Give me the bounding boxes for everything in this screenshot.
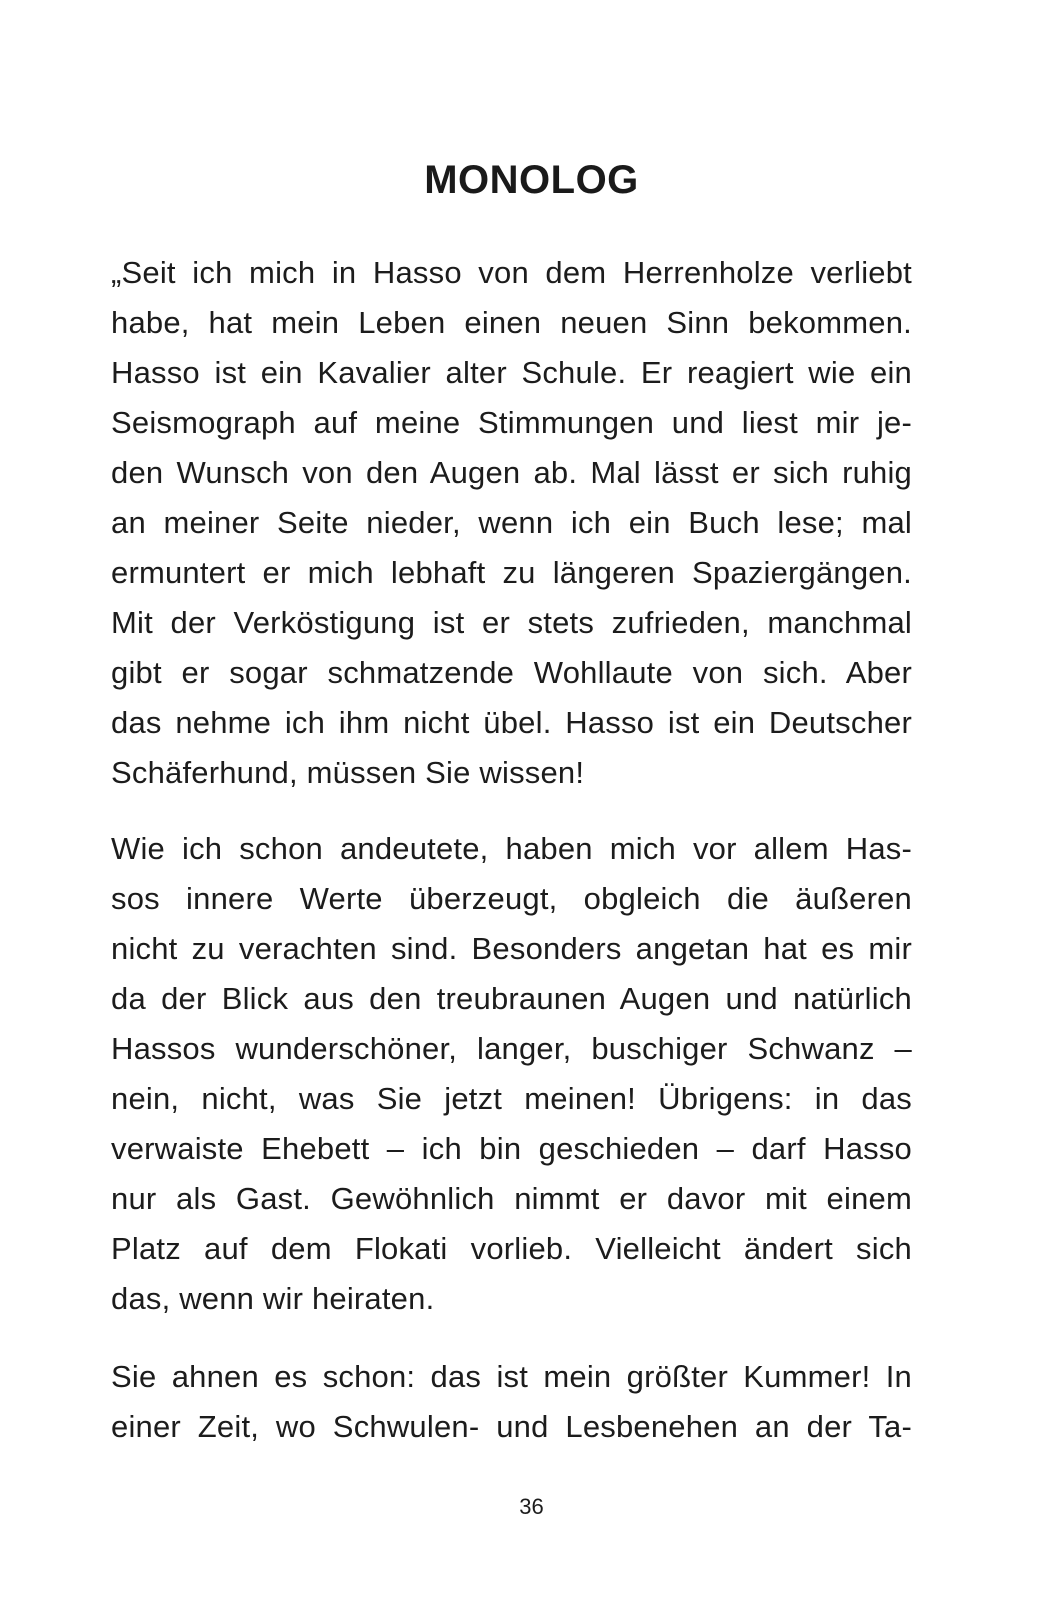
text-line: ermuntert er mich lebhaft zu längeren Spaziergängen. <box>111 555 912 590</box>
chapter-heading: MONOLOG <box>424 158 639 202</box>
text-line: Hasso ist ein Kavalier alter Schule. Er reagiert wie ein <box>111 355 912 390</box>
text-line: sos innere Werte überzeugt, obgleich die äußeren <box>111 881 912 916</box>
text-line: da der Blick aus den treubraunen Augen und natürlich <box>111 981 912 1016</box>
text-line: Platz auf dem Flokati vorlieb. Vielleicht ändert sich <box>111 1231 912 1266</box>
text-line: das nehme ich ihm nicht übel. Hasso ist ein Deutscher <box>111 705 912 740</box>
text-line: einer Zeit, wo Schwulen- und Lesbenehen an der Ta- <box>111 1409 912 1444</box>
text-line: Seismograph auf meine Stimmungen und liest mir je- <box>111 405 912 440</box>
text-line: habe, hat mein Leben einen neuen Sinn bekommen. <box>111 305 912 340</box>
text-line: den Wunsch von den Augen ab. Mal lässt er sich ruhig <box>111 455 912 490</box>
page-number: 36 <box>519 1494 544 1519</box>
text-line: Schäferhund, müssen Sie wissen! <box>111 755 585 790</box>
text-line: an meiner Seite nieder, wenn ich ein Buch lese; mal <box>111 505 912 540</box>
text-line: nur als Gast. Gewöhnlich nimmt er davor mit einem <box>111 1181 912 1216</box>
text-line: nein, nicht, was Sie jetzt meinen! Übrigens: in das <box>111 1081 912 1116</box>
paragraph-3 <box>111 1352 912 1452</box>
text-line: Sie ahnen es schon: das ist mein größter Kummer! In <box>111 1359 912 1394</box>
text-line: Mit der Verköstigung ist er stets zufrieden, manchmal <box>111 605 912 640</box>
text-line: „Seit ich mich in Hasso von dem Herrenholze verliebt <box>111 255 912 290</box>
text-line: verwaiste Ehebett – ich bin geschieden – darf Hasso <box>111 1131 912 1166</box>
text-line: Wie ich schon andeutete, haben mich vor allem Has- <box>111 831 912 866</box>
paragraph-2 <box>111 824 912 1324</box>
text-line: das, wenn wir heiraten. <box>111 1281 435 1316</box>
text-line: nicht zu verachten sind. Besonders angetan hat es mir <box>111 931 912 966</box>
paragraph-1 <box>111 248 912 798</box>
text-line: Hassos wunderschöner, langer, buschiger Schwanz – <box>111 1031 912 1066</box>
text-line: gibt er sogar schmatzende Wohllaute von sich. Aber <box>111 655 912 690</box>
